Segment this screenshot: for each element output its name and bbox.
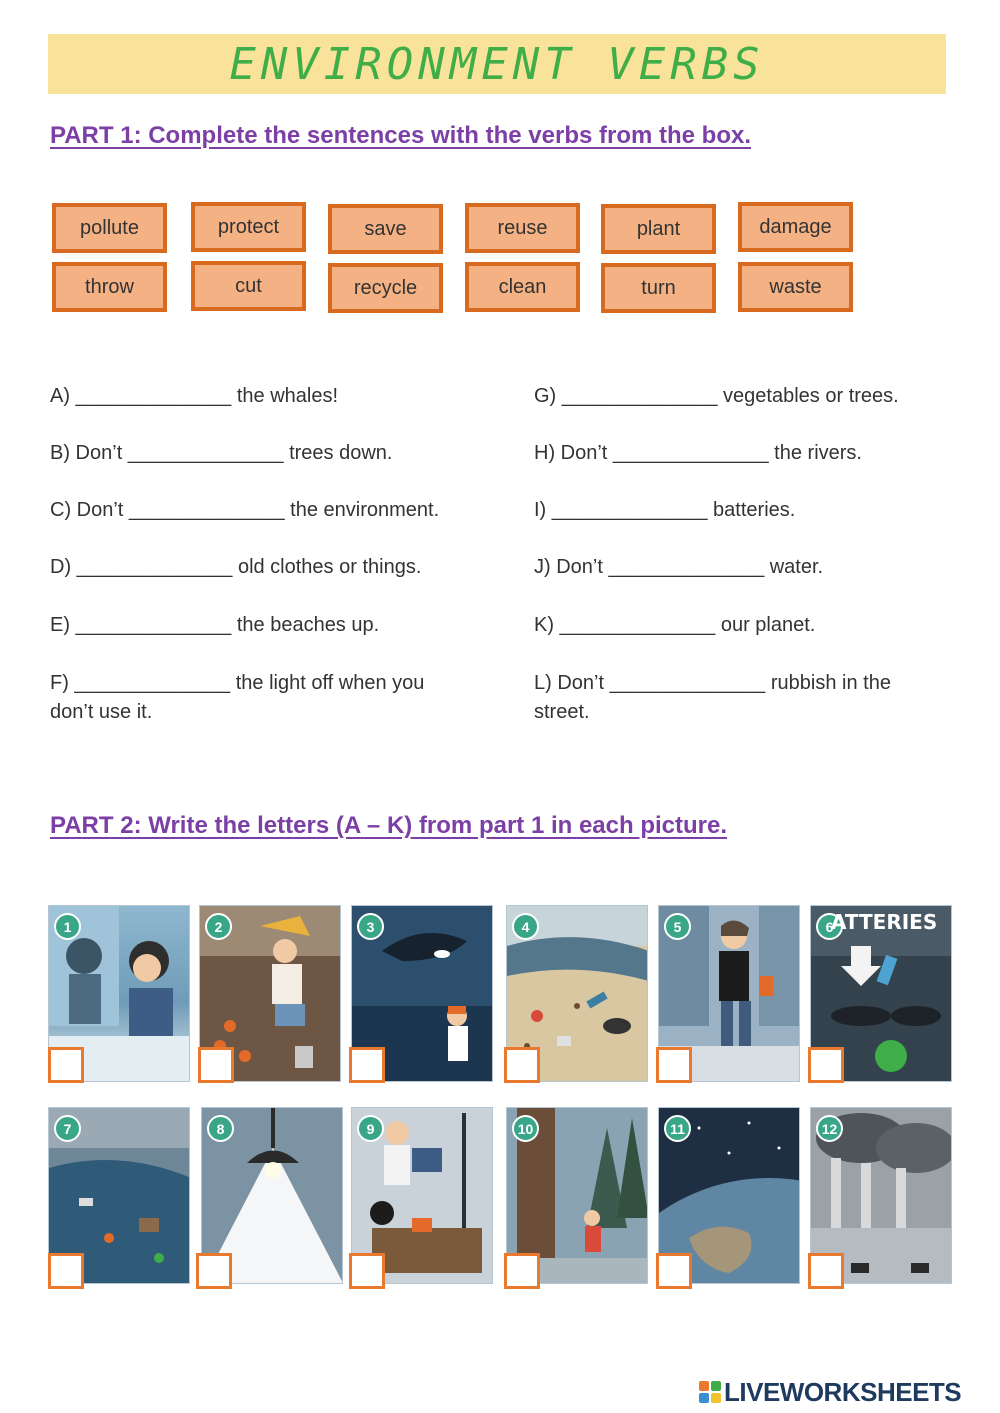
answer-box-11[interactable] (656, 1253, 692, 1289)
logo-letter-w (699, 1393, 709, 1403)
batteries-sign: ATTERIES (831, 910, 938, 934)
picture-number-badge: 5 (664, 913, 691, 940)
logo-letter-l (711, 1381, 721, 1391)
part1-heading: PART 1: Complete the sentences with the verbs from the box. (50, 122, 752, 149)
answer-box-5[interactable] (656, 1047, 692, 1083)
sentence-d: D) ______________ old clothes or things. (50, 556, 422, 578)
brand-name: LIVEWORKSHEETS (724, 1376, 962, 1407)
sentence-k: K) ______________ our planet. (534, 614, 816, 636)
picture-number-badge: 11 (664, 1115, 691, 1142)
picture-number-badge: 8 (207, 1115, 234, 1142)
verb-box: clean (465, 262, 580, 312)
picture-number-badge: 3 (357, 913, 384, 940)
picture-number-badge: 12 (816, 1115, 843, 1142)
verb-box: cut (191, 261, 306, 311)
picture-number-badge: 4 (512, 913, 539, 940)
answer-box-8[interactable] (196, 1253, 232, 1289)
answer-box-3[interactable] (349, 1047, 385, 1083)
worksheet-title: ENVIRONMENT VERBS (229, 38, 765, 90)
picture-number-badge: 6 (816, 913, 843, 940)
sentence-g: G) ______________ vegetables or trees. (534, 385, 899, 407)
answer-box-12[interactable] (808, 1253, 844, 1289)
liveworksheets-logo (699, 1375, 961, 1409)
part2-heading: PART 2: Write the letters (A – K) from part 1 in each picture. (50, 812, 728, 839)
picture-number-badge: 2 (205, 913, 232, 940)
answer-box-1[interactable] (48, 1047, 84, 1083)
picture-number-badge: 7 (54, 1115, 81, 1142)
sentence-j: J) Don’t ______________ water. (534, 556, 824, 578)
answer-box-6[interactable] (808, 1047, 844, 1083)
picture-number-badge: 10 (512, 1115, 539, 1142)
verb-box: save (328, 204, 443, 254)
answer-box-9[interactable] (349, 1253, 385, 1289)
sentence-h: H) Don’t ______________ the rivers. (534, 442, 862, 464)
verb-box: damage (738, 202, 853, 252)
answer-box-7[interactable] (48, 1253, 84, 1289)
verb-box: turn (601, 263, 716, 313)
answer-box-2[interactable] (198, 1047, 234, 1083)
verb-box: reuse (465, 203, 580, 253)
verb-box: throw (52, 262, 167, 312)
verb-box: protect (191, 202, 306, 252)
sentence-c: C) Don’t ______________ the environment. (50, 499, 440, 521)
verb-box: recycle (328, 263, 443, 313)
verb-box: pollute (52, 203, 167, 253)
verb-box: waste (738, 262, 853, 312)
sentence-f: F) ______________ the light off when you don’t use it. (50, 672, 425, 723)
sentence-e: E) ______________ the beaches up. (50, 614, 380, 636)
sentence-a: A) ______________ the whales! (50, 385, 339, 407)
title-banner (48, 34, 946, 94)
verb-box: plant (601, 204, 716, 254)
logo-grid-icon (699, 1381, 721, 1403)
sentence-l: L) Don’t ______________ rubbish in the street. (534, 672, 891, 723)
answer-box-10[interactable] (504, 1253, 540, 1289)
sentence-b: B) Don’t ______________ trees down. (50, 442, 393, 464)
picture-number-badge: 1 (54, 913, 81, 940)
picture-number-badge: 9 (357, 1115, 384, 1142)
sentence-i: I) ______________ batteries. (534, 499, 796, 521)
answer-box-4[interactable] (504, 1047, 540, 1083)
